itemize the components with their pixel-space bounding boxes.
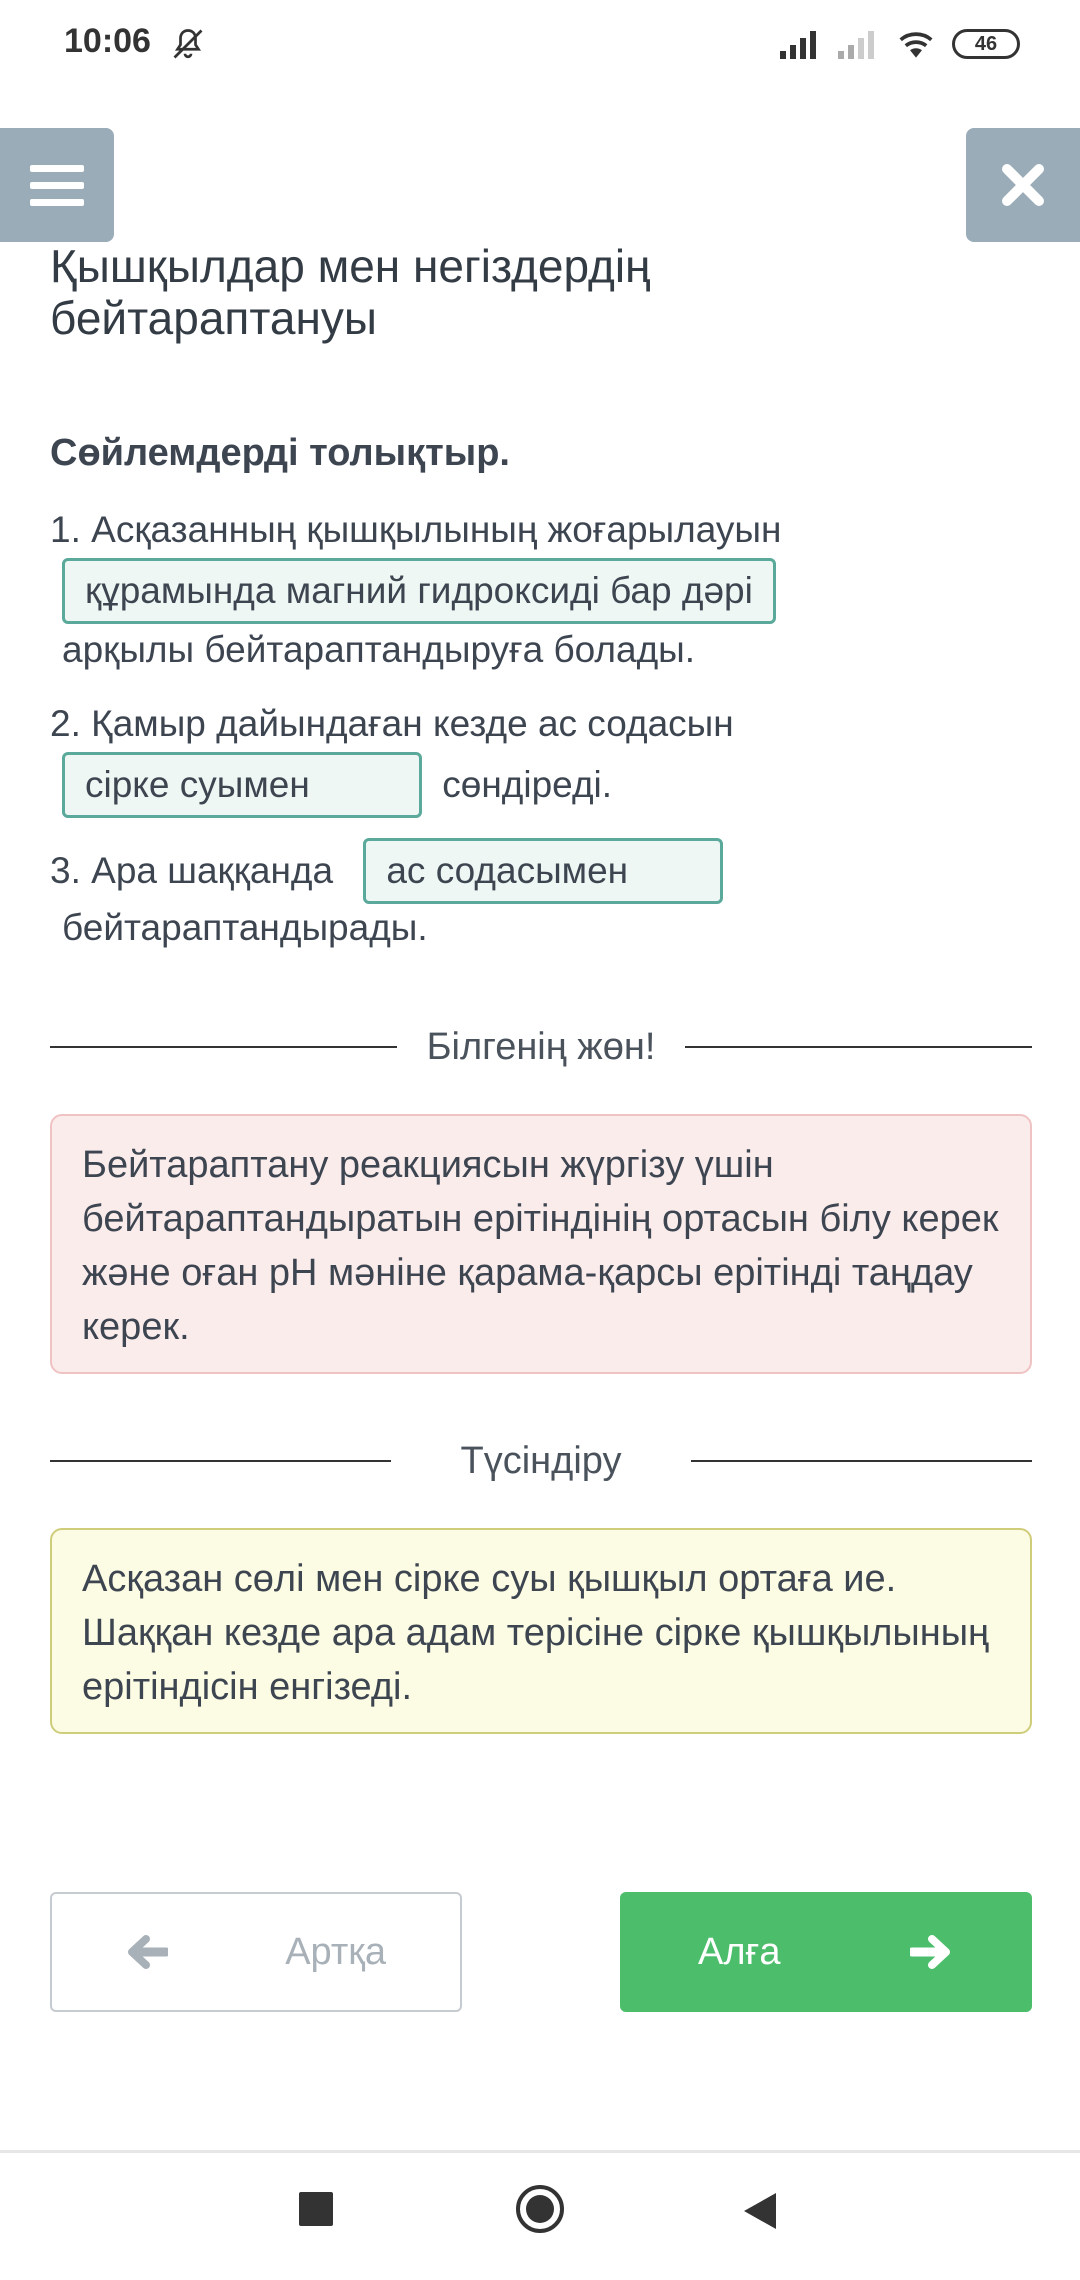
home-icon[interactable] [514,2183,566,2235]
status-icons [778,24,1020,64]
recent-apps-icon[interactable] [298,2191,334,2227]
sentence-text: бейтараптандырады. [62,907,428,948]
explanation-box: Асқазан сөлі мен сірке суы қышқыл ортаға ие. Шаққан кезде ара адам терісіне сірке қышқылының ерітіндісін енгізеді. [50,1528,1032,1734]
sentence-text: Қамыр дайындаған кезде ас содасын [91,703,734,744]
sentence-text: Ара шаққанда [91,850,334,891]
task-instruction: Сөйлемдерді толықтыр. [50,432,510,474]
hamburger-line [30,182,84,189]
sentence-text: Асқазанның қышқылының жоғарылауын [91,509,782,550]
close-icon [998,160,1048,210]
page-title: Қышқылдар мен негіздердің бейтараптануы [50,240,651,344]
hamburger-line [30,199,84,206]
system-nav-bar [0,2150,1080,2280]
sentence-text: сөндіреді. [442,764,613,805]
menu-button[interactable] [0,128,114,242]
sentence-text: арқылы бейтараптандыруға болады. [62,629,696,670]
tip-divider [50,1022,1032,1072]
battery-indicator: 46 [952,29,1020,59]
answer-box[interactable]: ас содасымен [363,838,723,904]
close-button[interactable] [966,128,1080,242]
signal-icon [778,29,822,59]
back-button[interactable] [50,1892,462,2012]
sentence-1 [50,508,1040,672]
divider-line [685,1046,1032,1048]
arrow-right-icon [910,1935,950,1969]
arrow-left-icon [128,1935,168,1969]
signal-weak-icon [836,29,880,59]
status-bar [0,0,1080,90]
divider-line [691,1460,1032,1462]
divider-line [50,1046,397,1048]
explanation-divider [50,1436,1032,1486]
dnd-bell-icon [170,24,206,64]
wifi-icon [894,27,938,61]
sentence-number: 2. [50,703,81,744]
next-label: Алға [698,1930,781,1973]
sentence-2 [50,702,1040,818]
answer-box[interactable]: сірке суымен [62,752,422,818]
sentence-number: 3. [50,850,81,891]
tip-heading: Білгенің жөн! [426,1025,656,1068]
tip-box: Бейтараптану реакциясын жүргізу үшін бейтараптандыратын ерітіндінің ортасын білу керек және оған pH мәніне қарама-қарсы ерітінді таңдау керек. [50,1114,1032,1374]
answer-box[interactable]: құрамында магний гидроксиді бар дәрі [62,558,776,624]
hamburger-icon [30,165,84,172]
back-nav-icon[interactable] [742,2191,778,2231]
explanation-heading: Түсіндіру [460,1439,622,1482]
divider-line [50,1460,391,1462]
back-label: Артқа [285,1930,386,1973]
sentence-number: 1. [50,509,81,550]
next-button[interactable] [620,1892,1032,2012]
status-time: 10:06 [64,22,151,60]
sentence-3 [50,838,1040,950]
